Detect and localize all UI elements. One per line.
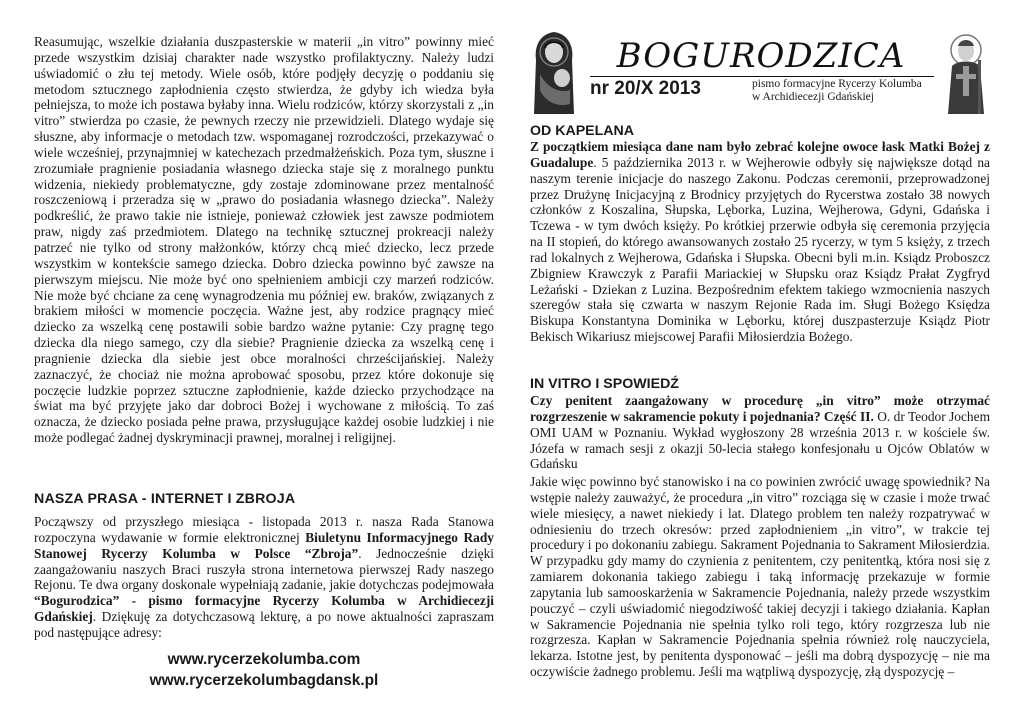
bold-text-run: “Bogurodzica” - pismo formacyjne Rycerzy Kolumba w Archidiecezji Gdańskiej bbox=[34, 593, 494, 625]
text-run: . Dziękuję za dotychczasową lekturę, a po nowe aktualności zapraszam pod następujące adresy: bbox=[34, 609, 494, 640]
article-paragraph bbox=[530, 393, 990, 472]
madonna-icon bbox=[530, 30, 578, 114]
section-heading-nasza-prasa: NASZA PRASA - INTERNET I ZBROJA bbox=[34, 491, 296, 507]
article-paragraph: Jakie więc powinno być stanowisko i na co powinien zwrócić uwagę spowiednik? Na wstępie należy zauważyć, że procedura „in vitro” rozciąga się w czasie i może trwać wiele miesięcy, a nawet niekiedy i lat. Dlatego problem ten należy rozpatrywać w odniesieniu do trzech okresów: przed zapłodnieniem „in vitro”, w trakcie tej procedury i po dokonaniu zabiegu. Sakrament Pojednania to Sakrament Miłosierdzia. W przypadku gdy mamy do czynienia z penitentem, czy penitentką, która nosi się z zamiarem dokonania takiego zabiegu i taką informację przekazuje w formie zapytania lub samooskarżenia w Sakramencie Pojednania, należy przede wszystkim pouczyć – czyli uświadomić niegodziwość takiej decyzji i takiego działania. Kapłan w Sakramencie Pojednania nie spełnia tylko roli tego, który rozgrzesza lub nie rozgrzesza. Kapłan w Sakramencie Pojednania spełnia również rolę nauczyciela, lekarza. Istotne jest, by penitenta dysponować – jeśli ma dobrą dyspozycję – nie ma oczywiście żadnego problemu. Jeśli ma wątpliwą dyspozycję, złą dyspozycję – bbox=[530, 474, 990, 680]
issue-number: nr 20/X 2013 bbox=[590, 78, 701, 99]
subtitle-line: pismo formacyjne Rycerzy Kolumba bbox=[752, 78, 922, 90]
masthead-title: BOGURODZICA bbox=[616, 36, 906, 76]
text-run: . 5 października 2013 r. w Wejherowie odbyły się największe dotąd na naszym terenie inicjacje do naszego Zakonu. Podczas ceremonii, przeprowadzonej przez Drużynę Inicjacyjną z Brodnicy przyjętych do Rycerstwa zostało 38 nowych członków z Koszalina, Słupska, Lęborka, Luzina, Wejherowa, Gdyni, Gdańska i Tczewa - w tym dwóch księży. Po krótkiej przerwie odbyła się ceremonia przyjęcia na II stopień, do którego awansowanych zostało 25 rycerzy, w tym 5 księży, z trzech rad lokalnych z Wejherowa, Gdańska i Słupska. Obecni byli m.in. Ksiądz Proboszcz Zbigniew Krawczyk z Parafii Mariackiej w Słupsku oraz Ksiądz Prałat Zygfryd Leżański - Dziekan z Luzina. Bezpośrednim efektem takiego wzmocnienia naszych szeregów stała się czwarta w naszym Rejonie Rada im. Sługi Bożego Księdza Biskupa Konstantyna Dominika w Lęborku, której duszpasterzuje Ksiądz Piotr Bekisch Wikariusz miejscowej Parafii Miłosierdzia Bożego. bbox=[530, 154, 990, 345]
section-heading-in-vitro: IN VITRO I SPOWIEDŹ bbox=[530, 376, 679, 392]
article-paragraph: Reasumując, wszelkie działania duszpasterskie w materii „in vitro” powinny mieć przede wszystkim dzisiaj charakter nade wszystko profilaktyczny. Należy ludzi uświadomić o złu tej metody. Wiele osób, które podjęły decyzję o poddaniu się metodom sztucznego zapłodnienia często stwierdza, że gdyby ich wiedza była pełniejsza, to może ich postawa byłaby inna. Wielu rodziców, którzy skorzystali z „in vitro” stwierdza po czasie, że pewnych rzeczy nie przewidzieli. Dlatego wydaje się słuszne, aby informacje o metodach tzw. wspomaganej rozrodczości, przekazywać o wiele wcześniej, przynajmniej w katechezach przedmałżeńskich. Poza tym, słuszne i zrozumiałe pragnienie posiadania własnego dziecka staje się z moralnego punktu widzenia, niekiedy problematyczne, gdy zostaje zdominowane przez mentalność roszczeniową i przeradza się w „prawo do posiadania własnego dziecka”. Należy podkreślić, że prawo takie nie istnieje, ponieważ człowiek jest zawsze podmiotem praw, nigdy zaś przedmiotem. Dlatego na technikę sztucznej prokreacji należy patrzeć nie tylko od strony małżonków, którzy chcą mieć dziecko, lecz przede wszystkim w kontekście samego dziecka. Dobro dziecka powinno być zawsze na pierwszym miejscu. Nie może być ono spełnieniem ambicji czy marzeń rodziców. Nie może być chciane za cenę wynagrodzenia mu później ew. braków, związanych z brakiem miłości w momencie poczęcia. Ważne jest, aby rodzice pragnący mieć dziecko za wszelką cenę postawili sobie bardzo ważne pytanie: Czy pragnę tego dziecka dla niego samego, czy dla siebie? Pragnienie dziecka za wszelką cenę i pragnienie dziecka dla siebie jest obce moralności chrześcijańskiej. Należy zaznaczyć, że chociaż nie można aprobować sposobu, przez które dokonuje się poczęcie ludzkie poprzez sztuczne zapłodnienie, każde dziecko przychodzące na świat ma być przyjęte jako dar dobroci Bożej i wychowane z miłością. To zaś oznacza, że dziecko posiada pełne prawa, przysługujące każdej osobie ludzkiej i nie może podlegać żadnej dyskryminacji prawnej, moralnej i religijnej. bbox=[34, 34, 494, 446]
section-heading-od-kapelana: OD KAPELANA bbox=[530, 123, 635, 139]
text-run: Począwszy od przyszłego miesiąca - listopada 2013 r. nasza Rada Stanowa rozpoczyna wydawanie w formie elektronicznej bbox=[34, 514, 494, 545]
article-paragraph bbox=[34, 514, 494, 641]
bold-text-run: Czy penitent zaangażowany w procedurę „in vitro” może otrzymać rozgrzeszenie w sakramencie pokuty i pojednania? Część II. bbox=[530, 393, 990, 424]
bold-text-run: Z początkiem miesiąca dane nam było zebrać kolejne owoce łask Matki Bożej z Guadalupe bbox=[530, 139, 990, 170]
masthead-subtitle bbox=[752, 78, 942, 104]
masthead-rule bbox=[590, 76, 934, 77]
website-link[interactable]: www.rycerzekolumbagdansk.pl bbox=[149, 672, 379, 689]
website-link[interactable]: www.rycerzekolumba.com bbox=[167, 651, 361, 668]
article-paragraph bbox=[530, 139, 990, 345]
text-run: O. dr Teodor Jochem OMI UAM w Poznaniu. Wykład wygłoszony 28 września 2013 r. w kościele św. Józefa w ramach sesji z okazji 50-lecia stałego konfesjonału u Ojców Oblatów w Gdańsku bbox=[530, 408, 990, 472]
text-run: . Jednocześnie dzięki zaangażowaniu naszych Braci ruszyła strona internetowa pierwszej Rady naszego Rejonu. Te dwa organy doskonale wypełniają zadanie, jakie dotychczas podejmowała bbox=[34, 545, 494, 593]
subtitle-line: w Archidiecezji Gdańskiej bbox=[752, 91, 874, 103]
bold-text-run: Biuletynu Informacyjnego Rady Stanowej Rycerzy Kolumba w Polsce “Zbroja” bbox=[34, 529, 494, 561]
saint-icon bbox=[942, 30, 990, 114]
masthead bbox=[530, 0, 990, 120]
